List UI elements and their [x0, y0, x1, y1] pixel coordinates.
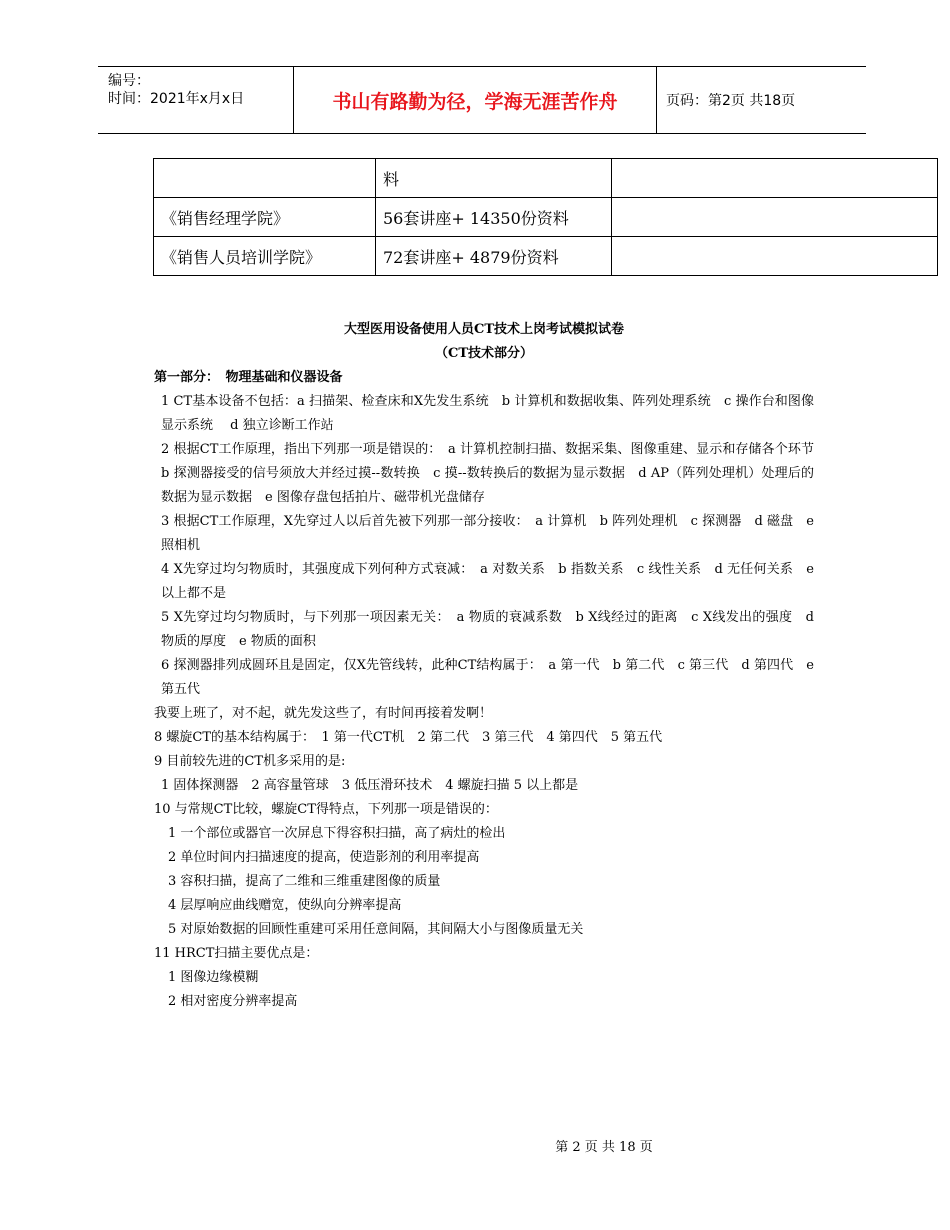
question-9-options: 1 固体探测器 2 高容量管球 3 低压滑环技术 4 螺旋扫描 5 以上都是	[161, 778, 579, 793]
question-10-option: 1 一个部位或器官一次屏息下得容积扫描，高了病灶的检出	[168, 826, 506, 841]
table-row	[154, 159, 938, 198]
time-label: 时间：2021年x月x日	[108, 91, 245, 107]
question-10-option: 5 对原始数据的回顾性重建可采用任意间隔，其间隔大小与图像质量无关	[168, 922, 584, 937]
header-meta-cell	[98, 67, 294, 133]
question-11-option: 1 图像边缘模糊	[168, 970, 259, 985]
table-cell: 《销售经理学院》	[154, 198, 376, 237]
serial-label: 编号：	[108, 73, 150, 89]
question-11: 11 HRCT扫描主要优点是：	[154, 946, 319, 961]
question-3: 3 根据CT工作原理，X先穿过人以后首先被下列那一部分接收： a 计算机 b 阵列处理机 c 探测器 d 磁盘 e 照相机	[161, 514, 814, 553]
table-cell: 56套讲座+ 14350份资料	[376, 198, 612, 237]
table-cell	[154, 159, 376, 198]
question-11-option: 2 相对密度分辨率提高	[168, 994, 298, 1009]
question-10-option: 3 容积扫描，提高了二维和三维重建图像的质量	[168, 874, 441, 889]
question-1: 1 CT基本设备不包括：a 扫描架、检查床和X先发生系统 b 计算机和数据收集、阵列处理系统 c 操作台和图像显示系统 d 独立诊断工作站	[161, 394, 814, 433]
exam-content	[154, 318, 828, 1014]
table-row	[154, 198, 938, 237]
exam-title: 大型医用设备使用人员CT技术上岗考试模拟试卷	[343, 322, 625, 337]
table-row	[154, 237, 938, 276]
table-cell	[612, 159, 938, 198]
question-9: 9 目前较先进的CT机多采用的是:	[154, 754, 346, 769]
table-cell: 料	[376, 159, 612, 198]
question-2: 2 根据CT工作原理，指出下列那一项是错误的： a 计算机控制扫描、数据采集、图像重建、显示和存储各个环节 b 探测器接受的信号须放大并经过摸--数转换 c 摸--数转换后的数据为显示数据 d AP（阵列处理机）处理后的数据为显示数据 e 图像存盘包括拍片、磁带机光盘储存	[161, 442, 828, 505]
question-4: 4 X先穿过均匀物质时，其强度成下列何种方式衰减： a 对数关系 b 指数关系 c 线性关系 d 无任何关系 e 以上都不是	[161, 562, 814, 601]
table-cell: 72套讲座+ 4879份资料	[376, 237, 612, 276]
page-footer	[0, 1136, 950, 1155]
table-cell: 《销售人员培训学院》	[154, 237, 376, 276]
header-motto-cell	[294, 67, 657, 133]
question-8: 8 螺旋CT的基本结构属于： 1 第一代CT机 2 第二代 3 第三代 4 第四代 5 第五代	[154, 730, 663, 745]
question-6: 6 探测器排列成圆环且是固定，仅X先管线转，此种CT结构属于： a 第一代 b 第二代 c 第三代 d 第四代 e 第五代	[161, 658, 814, 697]
question-10: 10 与常规CT比较，螺旋CT得特点，下列那一项是错误的：	[154, 802, 498, 817]
exam-subtitle: （CT技术部分）	[434, 346, 534, 361]
section-heading: 第一部分： 物理基础和仪器设备	[154, 370, 343, 385]
resource-table	[153, 158, 938, 276]
question-5: 5 X先穿过均匀物质时，与下列那一项因素无关： a 物质的衰减系数 b X线经过的距离 c X线发出的强度 d 物质的厚度 e 物质的面积	[161, 610, 814, 649]
table-cell	[612, 198, 938, 237]
author-note: 我要上班了，对不起，就先发这些了，有时间再接着发啊！	[154, 706, 493, 721]
table-cell	[612, 237, 938, 276]
question-10-option: 2 单位时间内扫描速度的提高，使造影剂的利用率提高	[168, 850, 480, 865]
page-header	[98, 66, 866, 134]
footer-page-number: 第 2 页 共 18 页	[555, 1140, 653, 1155]
question-10-option: 4 层厚响应曲线赠宽，使纵向分辨率提高	[168, 898, 402, 913]
page-info: 页码：第2页 共18页	[666, 93, 796, 109]
motto-text: 书山有路勤为径，学海无涯苦作舟	[332, 90, 618, 113]
